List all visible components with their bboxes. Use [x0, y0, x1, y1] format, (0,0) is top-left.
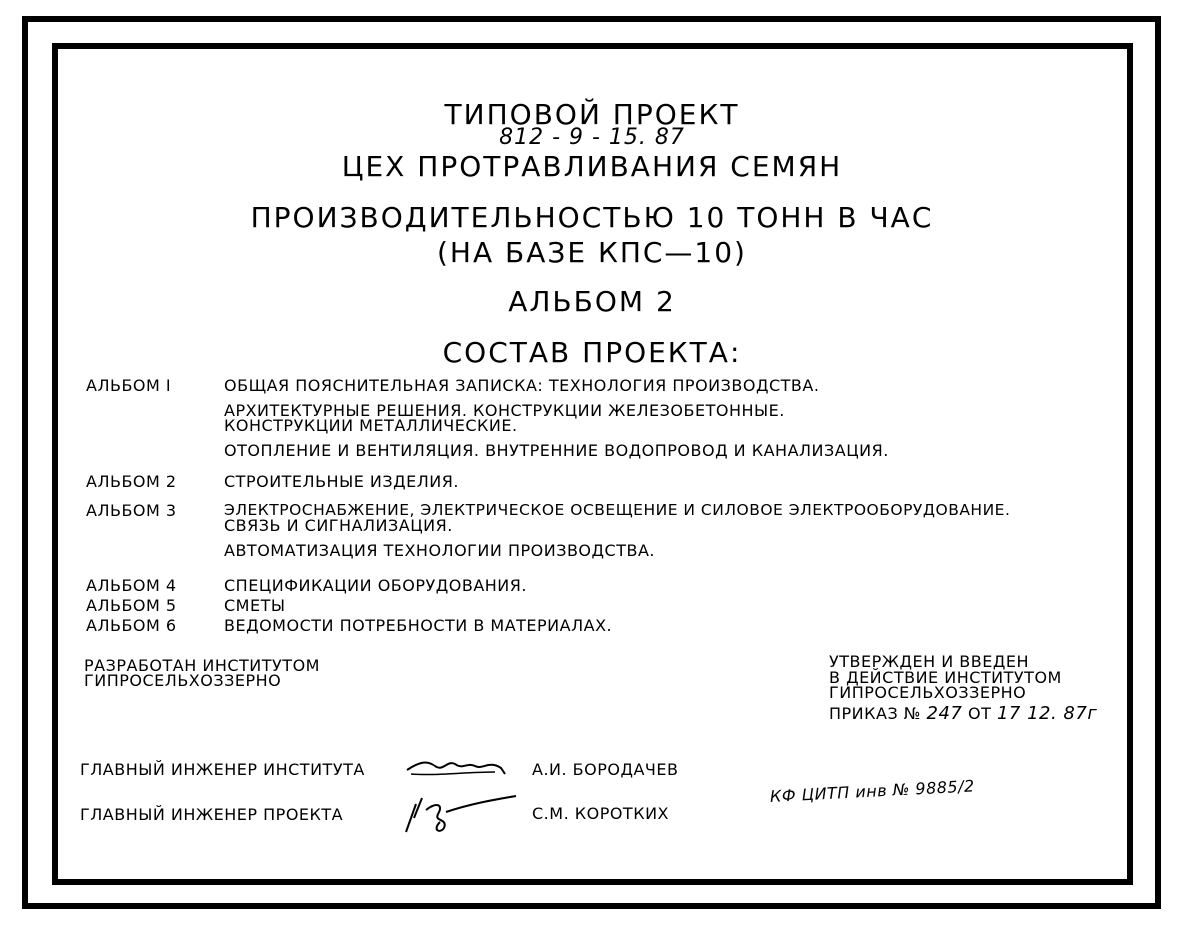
project-title: ЦЕХ ПРОТРАВЛИВАНИЯ СЕМЯН — [341, 150, 843, 183]
album-3-line-2: СВЯЗЬ И СИГНАЛИЗАЦИЯ. — [224, 516, 453, 535]
chief-project-name: С.М. КОРОТКИХ — [532, 804, 669, 823]
album-6-label: АЛЬБОМ 6 — [86, 616, 177, 635]
order-date: 17 12. 87г — [996, 703, 1098, 724]
album-number-title: АЛЬБОМ 2 — [508, 285, 676, 318]
capacity-line: ПРОИЗВОДИТЕЛЬНОСТЬЮ 10 ТОНН В ЧАС — [250, 201, 934, 234]
project-number: 812 - 9 - 15. 87 — [499, 125, 685, 150]
album-3-line-3: АВТОМАТИЗАЦИЯ ТЕХНОЛОГИИ ПРОИЗВОДСТВА. — [224, 541, 655, 560]
approval-order — [829, 705, 1097, 723]
album-1-line-1: ОБЩАЯ ПОЯСНИТЕЛЬНАЯ ЗАПИСКА: ТЕХНОЛОГИЯ ПРОИЗВОДСТВА. — [224, 376, 820, 395]
base-equipment-line: (НА БАЗЕ КПС—10) — [437, 236, 747, 269]
album-4-line-1: СПЕЦИФИКАЦИИ ОБОРУДОВАНИЯ. — [224, 576, 527, 595]
chief-institute-title: ГЛАВНЫЙ ИНЖЕНЕР ИНСТИТУТА — [80, 760, 365, 779]
chief-institute-name: А.И. БОРОДАЧЕВ — [532, 760, 679, 779]
inventory-stamp: КФ ЦИТП инв № 9885/2 — [769, 776, 976, 806]
album-5-line-1: СМЕТЫ — [224, 596, 286, 615]
album-6-line-1: ВЕДОМОСТИ ПОТРЕБНОСТИ В МАТЕРИАЛАХ. — [224, 616, 613, 635]
album-5-label: АЛЬБОМ 5 — [86, 596, 177, 615]
album-1-line-2: АРХИТЕКТУРНЫЕ РЕШЕНИЯ. КОНСТРУКЦИИ ЖЕЛЕЗОБЕТОННЫЕ. — [224, 401, 785, 420]
chief-project-title: ГЛАВНЫЙ ИНЖЕНЕР ПРОЕКТА — [80, 805, 344, 824]
album-1-line-3: КОНСТРУКЦИИ МЕТАЛЛИЧЕСКИЕ. — [224, 416, 518, 435]
developer-line-2: ГИПРОСЕЛЬХОЗЗЕРНО — [84, 671, 282, 690]
album-3-line-1: ЭЛЕКТРОСНАБЖЕНИЕ, ЭЛЕКТРИЧЕСКОЕ ОСВЕЩЕНИЕ И СИЛОВОЕ ЭЛЕКТРООБОРУДОВАНИЕ. — [224, 501, 1011, 519]
order-from: ОТ — [962, 704, 997, 723]
approval-line-3: ГИПРОСЕЛЬХОЗЗЕРНО — [829, 683, 1027, 702]
chief-institute-signature — [405, 752, 515, 782]
developer-line-1: РАЗРАБОТАН ИНСТИТУТОМ — [84, 656, 320, 675]
approval-line-1: УТВЕРЖДЕН И ВВЕДЕН — [829, 652, 1029, 671]
album-3-label: АЛЬБОМ 3 — [86, 501, 177, 520]
approval-line-2: В ДЕЙСТВИЕ ИНСТИТУТОМ — [829, 668, 1062, 687]
album-2-line-1: СТРОИТЕЛЬНЫЕ ИЗДЕЛИЯ. — [224, 472, 459, 491]
document-type-title: ТИПОВОЙ ПРОЕКТ — [444, 98, 740, 131]
chief-project-signature — [400, 790, 520, 836]
album-4-label: АЛЬБОМ 4 — [86, 576, 177, 595]
order-prefix: ПРИКАЗ № — [829, 704, 927, 723]
album-1-line-4: ОТОПЛЕНИЕ И ВЕНТИЛЯЦИЯ. ВНУТРЕННИЕ ВОДОПРОВОД И КАНАЛИЗАЦИЯ. — [224, 441, 889, 460]
composition-heading: СОСТАВ ПРОЕКТА: — [442, 336, 742, 369]
album-2-label: АЛЬБОМ 2 — [86, 472, 177, 491]
order-number: 247 — [926, 703, 963, 724]
album-1-label: АЛЬБОМ I — [86, 376, 172, 395]
